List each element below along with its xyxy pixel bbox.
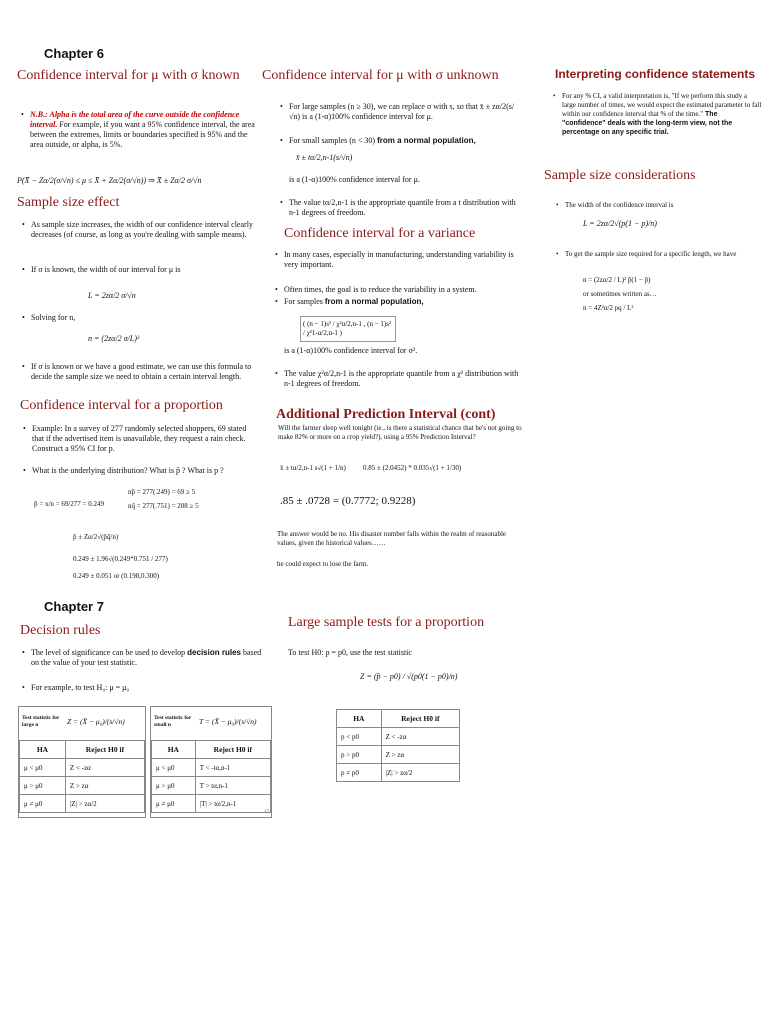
decision-rules-title: Decision rules: [20, 623, 101, 638]
small-n-table-box: [150, 706, 272, 818]
small-n-table: [151, 740, 271, 813]
cell: μ > μ0: [20, 777, 66, 795]
ci-sigma-unknown-title: Confidence interval for μ with σ unknown: [262, 68, 499, 83]
small-n-formula: T = (X̄ − μ₀)/(s/√n): [199, 717, 257, 726]
normal-pop-bold: from a normal population,: [324, 297, 424, 306]
decision-rules-b1: [31, 648, 271, 668]
proportion-n-alt-formula: n = 4Z²α/2 pq / L²: [583, 304, 634, 312]
ci-sigma-unknown-b2c: is a (1-α)100% confidence interval for μ.: [289, 175, 420, 184]
small-n-hdr-ha: HA: [152, 741, 196, 759]
interpreting-text: For any % CI, a valid interpretation is, "If we perform this study a large number of times, we would expect the estimated parameter to fall within our confidence interval that % of the time.": [562, 92, 762, 118]
large-prop-hdr-reject: Reject H0 if: [381, 710, 459, 728]
n-formula: n = (2zα/2 σ/L)²: [88, 334, 140, 343]
table-row: [20, 777, 145, 795]
sample-size-effect-b1: • As sample size increases, the width of our confidence interval clearly decreases (of course, as long as you're dealing with sample means).: [31, 220, 259, 240]
decision-text-c: based on the value of your test statistic.: [31, 648, 262, 667]
cell: μ > μ0: [152, 777, 196, 795]
ci-sigma-unknown-b3: • The value tα/2,n-1 is the appropriate quantile from a t distribution with n-1 degrees of freedom.: [289, 198, 521, 218]
cell: p < p0: [337, 728, 382, 746]
large-n-hdr-ha: HA: [20, 741, 66, 759]
ci-sigma-unknown-b1: • For large samples (n ≥ 30), we can replace σ with s, so that x̄ ± zα/2(s/√n) is a (1-α)100% confidence interval for μ.: [289, 102, 521, 122]
large-n-formula: Z = (X̄ − μ₀)/(s/√n): [67, 717, 125, 726]
table-row: [337, 764, 460, 782]
large-prop-title: Large sample tests for a proportion: [288, 615, 485, 630]
proportion-n-formula: n = (2zα/2 / L)² p̂(1 − p̂): [583, 276, 651, 284]
cell: T > tα,n-1: [195, 777, 270, 795]
cell: μ < μ0: [152, 759, 196, 777]
large-n-label: Test statistic for large n: [22, 715, 60, 728]
interpreting-title: Interpreting confidence statements: [555, 67, 756, 81]
sample-size-effect-b2: • If σ is known, the width of our interval for μ is: [31, 265, 259, 275]
large-prop-hdr-ha: HA: [337, 710, 382, 728]
sample-size-effect-title: Sample size effect: [17, 195, 120, 210]
width-formula: L = 2zα/2 σ/√n: [88, 291, 136, 300]
ci-variance-b3c: is a (1-α)100% confidence interval for σ².: [284, 346, 418, 355]
prediction-title: Additional Prediction Interval (cont): [276, 407, 496, 422]
alpha-note-text: For example, if you want a 95% confidence interval, the area between the extremes, limits or boundaries specified is 95% and the area outside, or alpha, is 5%.: [30, 120, 255, 149]
large-n-hdr-reject: Reject H0 if: [65, 741, 144, 759]
np-check: np̂ = 277(.249) = 69 ≥ 5: [128, 488, 196, 496]
cell: p ≠ p0: [337, 764, 382, 782]
alpha-note-red: N.B.: Alpha is the total area of the curve outside the confidence interval.: [30, 110, 240, 129]
small-samples-bold: from a normal population,: [377, 136, 476, 145]
small-n-hdr-reject: Reject H0 if: [195, 741, 270, 759]
ci-sigma-known-formula: P(X̄ − Zα/2(σ/√n) ≤ μ ≤ X̄ + Zα/2(σ/√n)) ⇒ X̄ ± Zα/2 σ/√n: [17, 176, 202, 185]
page-number: 17: [264, 810, 269, 815]
small-samples-text: For small samples (n < 30): [289, 136, 378, 145]
ci-sigma-known-note: [30, 110, 258, 150]
ci-sigma-unknown-b2: [289, 136, 521, 146]
table-row: [20, 759, 145, 777]
ci-variance-b1: • In many cases, especially in manufacturing, understanding variability is very important.: [284, 250, 524, 270]
interpreting-b1: [562, 92, 762, 137]
table-row: [20, 795, 145, 813]
cell: |T| > tα/2,n-1: [195, 795, 270, 813]
phat-ci-formula: p̂ ± Zα/2√(p̂q̂/n): [73, 533, 119, 541]
large-prop-intro: To test H0: p = p0, use the test statistic: [288, 648, 412, 657]
chapter-7-heading: Chapter 7: [44, 599, 104, 614]
table-row: [337, 746, 460, 764]
sample-size-effect-b3: • Solving for n,: [31, 313, 259, 323]
ci-proportion-b1: • Example: In a survey of 277 randomly selected shoppers, 69 stated that if the advertised item is unavailable, they request a rain check. Construct a 95% CI for p.: [32, 424, 258, 454]
prediction-question: Will the farmer sleep well tonight (ie., is there a statistical chance that he's not going to make 82% or more on a crop yield?), using a 95% Prediction Interval?: [278, 424, 522, 441]
large-n-table: [19, 740, 145, 813]
prediction-answer: The answer would be no. His disaster number falls within the realm of reasonable values, given the historical values……: [277, 530, 506, 547]
proportion-n-alt-label: or sometimes written as…: [583, 290, 657, 298]
table-row: [152, 759, 271, 777]
ci-variance-title: Confidence interval for a variance: [284, 226, 476, 241]
t-interval-formula: x̄ ± tα/2,n-1(s/√n): [296, 153, 353, 162]
ci-variance-b4: • The value χ²α/2,n-1 is the appropriate quantile from a χ² distribution with n-1 degrees of freedom.: [284, 369, 524, 389]
ci-variance-b2: • Often times, the goal is to reduce the variability in a system.: [284, 285, 524, 295]
large-prop-formula: Z = (p̂ − p0) / √(p0(1 − p0)/n): [360, 672, 458, 681]
table-row: [152, 795, 271, 813]
decision-bold: decision rules: [187, 648, 241, 657]
prediction-calc: 0.85 ± (2.0452) * 0.035√(1 + 1/30): [363, 464, 462, 472]
decision-rules-b2: • For example, to test H₀: μ = μ₀: [31, 683, 271, 693]
cell: μ ≠ μ0: [152, 795, 196, 813]
interpreting-bold: The "confidence" deals with the long-term view, not the percentage on any specific trial.: [562, 111, 733, 136]
cell: Z > zα: [65, 777, 144, 795]
table-row: [337, 728, 460, 746]
sample-size-considerations-title: Sample size considerations: [544, 168, 696, 183]
cell: T < -tα,n-1: [195, 759, 270, 777]
phat-calc: p̂ = x/n = 69/277 = 0.249: [34, 500, 104, 508]
proportion-width-formula: L = 2zα/2√(p(1 − p)/n): [583, 219, 657, 228]
sample-size-b2: • To get the sample size required for a specific length, we have: [565, 250, 765, 259]
cell: μ < μ0: [20, 759, 66, 777]
prediction-result: .85 ± .0728 = (0.7772; 0.9228): [280, 495, 416, 507]
prediction-conclusion: he could expect to lose the farm.: [277, 560, 369, 568]
ci-proportion-title: Confidence interval for a proportion: [20, 398, 223, 413]
chi-square-interval: ( (n − 1)s² / χ²α/2,n-1 , (n − 1)s² / χ²1-α/2,n-1 ): [300, 316, 396, 342]
ci-variance-b3: [284, 297, 524, 307]
sample-size-b1: • The width of the confidence interval is: [565, 201, 761, 210]
ci-sigma-known-title: Confidence interval for μ with σ known: [17, 68, 240, 83]
small-n-label: Test statistic for small n: [154, 715, 192, 728]
cell: Z < -zα: [65, 759, 144, 777]
decision-text-a: The level of significance can be used to develop: [31, 648, 188, 657]
prediction-formula: x̄ ± tα/2,n-1 s√(1 + 1/n): [280, 464, 346, 472]
sample-size-effect-b4: • If σ is known or we have a good estimate, we can use this formula to decide the sample size we need to obtain a certain interval length.: [31, 362, 259, 382]
cell: μ ≠ μ0: [20, 795, 66, 813]
cell: Z > zα: [381, 746, 459, 764]
large-prop-table: [336, 709, 460, 782]
table-row: [152, 777, 271, 795]
large-n-table-box: [18, 706, 146, 818]
cell: p > p0: [337, 746, 382, 764]
normal-pop-text: For samples: [284, 297, 325, 306]
cell: |Z| > zα/2: [65, 795, 144, 813]
cell: Z < -zα: [381, 728, 459, 746]
chapter-6-heading: Chapter 6: [44, 46, 104, 61]
phat-ci-result: 0.249 ± 0.051 or (0.198,0.300): [73, 572, 160, 580]
phat-ci-calc: 0.249 ± 1.96√(0.249*0.751 / 277): [73, 555, 168, 563]
nq-check: nq̂ = 277(.751) = 208 ≥ 5: [128, 502, 199, 510]
cell: |Z| > zα/2: [381, 764, 459, 782]
ci-proportion-b2: • What is the underlying distribution? What is p̂ ? What is p ?: [32, 466, 258, 476]
